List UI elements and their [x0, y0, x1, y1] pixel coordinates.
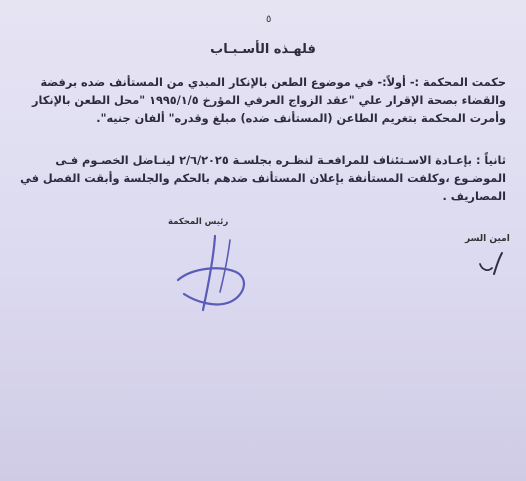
ruling-paragraph [16, 74, 506, 128]
second-line-2: الموضـوع ،وكلفت المستأنفة بإعلان المستأنف ضدهم بالحكم والجلسة وأبقت الفصل في [20, 172, 506, 185]
page-heading: فلهـذه الأسـبـاب [210, 42, 316, 57]
second-line-1: ثانياً : بإعـادة الاسـتئناف للمرافعـة لنظـره بجلسـة ٢/٦/٢٠٢٥ لينـاضل الخصـوم فـى [55, 154, 506, 167]
second-ruling-paragraph [16, 152, 506, 206]
ruling-line-1: حكمت المحكمة :- أولاً:- في موضوع الطعن بالإنكار المبدي من المستأنف ضده برفضة [40, 76, 506, 89]
president-signature [170, 232, 280, 327]
second-line-3: المصاريف . [442, 190, 506, 203]
ruling-line-2: والقضاء بصحة الإقرار علي "عقد الزواج العرفي المؤرخ ١٩٩٥/١/٥ "محل الطعن بالإنكار [32, 94, 506, 107]
court-president-title: رئيس المحكمة [168, 217, 229, 227]
page-mark: ٥ [266, 14, 272, 25]
secretary-title: امين السر [465, 234, 510, 244]
secretary-signature [472, 250, 512, 280]
ruling-line-3: وأمرت المحكمة بتغريم الطاعن (المستأنف ضده) مبلغ وقدره" ألفان جنيه". [96, 112, 506, 125]
